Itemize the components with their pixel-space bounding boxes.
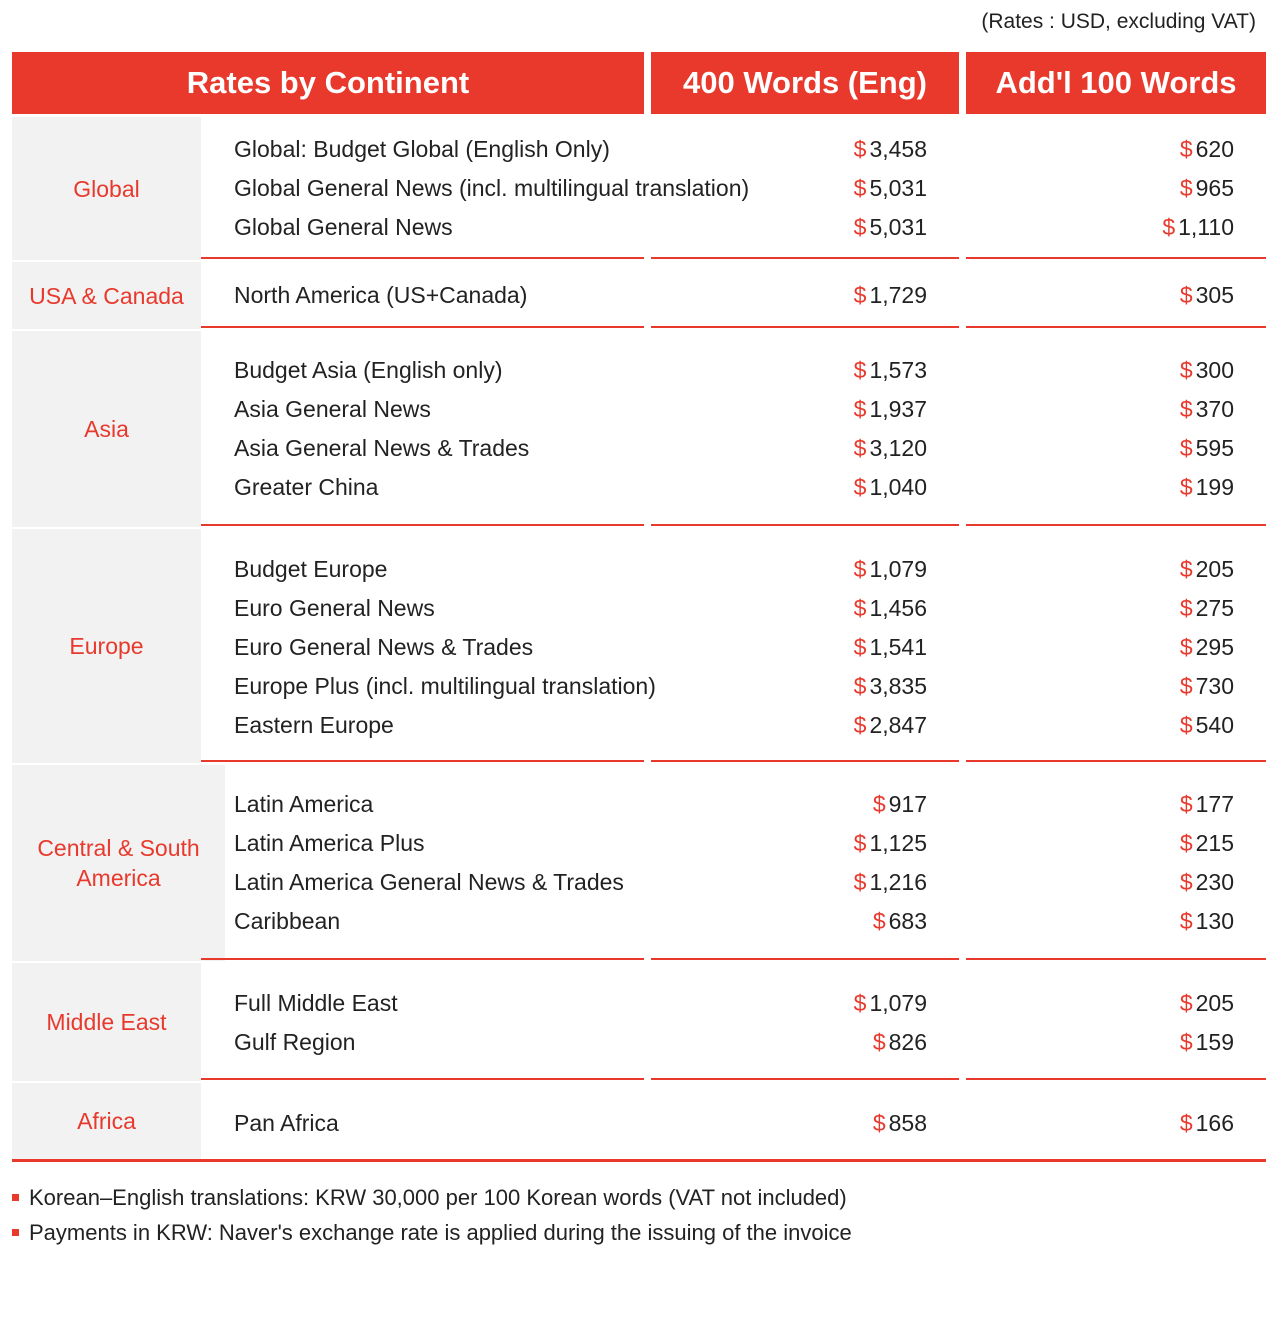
price-additional-100-words xyxy=(1180,468,1234,507)
price-value: 1,541 xyxy=(869,634,927,660)
service-name: Latin America General News & Trades xyxy=(234,869,624,895)
price-value: 215 xyxy=(1195,830,1234,856)
price-value: 1,110 xyxy=(1178,214,1234,240)
group-divider xyxy=(201,524,1266,527)
divider-segment xyxy=(966,1078,1266,1080)
currency-symbol: $ xyxy=(1179,634,1193,660)
service-name: Europe Plus (incl. multilingual translation) xyxy=(234,673,656,699)
service-name: Eastern Europe xyxy=(234,712,394,738)
rate-rows xyxy=(201,351,1266,507)
currency-symbol: $ xyxy=(1162,214,1176,240)
divider-segment xyxy=(966,760,1266,762)
table-row xyxy=(201,984,1266,1023)
price-400-words xyxy=(873,1023,927,1062)
service-name: Latin America xyxy=(234,791,374,817)
header-additional-100-words: Add'l 100 Words xyxy=(966,52,1266,114)
price-value: 5,031 xyxy=(869,214,927,240)
table-row xyxy=(201,550,1266,589)
price-400-words xyxy=(854,429,927,468)
header-continent: Rates by Continent xyxy=(12,52,644,114)
price-400-words xyxy=(854,276,927,315)
price-400-words xyxy=(854,468,927,507)
service-name: Greater China xyxy=(234,474,379,500)
currency-symbol: $ xyxy=(853,474,867,500)
price-400-words xyxy=(854,390,927,429)
price-value: 305 xyxy=(1195,282,1234,308)
price-additional-100-words xyxy=(1180,276,1234,315)
currency-symbol: $ xyxy=(853,634,867,660)
price-value: 965 xyxy=(1195,175,1234,201)
price-value: 1,079 xyxy=(869,990,927,1016)
table-row xyxy=(201,902,1266,941)
price-400-words xyxy=(854,863,927,902)
continent-group xyxy=(12,117,1266,260)
price-400-words xyxy=(854,208,927,247)
footnote-text: Korean–English translations: KRW 30,000 per 100 Korean words (VAT not included) xyxy=(29,1185,847,1210)
price-additional-100-words xyxy=(1180,824,1234,863)
continent-label: Africa xyxy=(12,1083,201,1159)
price-value: 3,835 xyxy=(869,673,927,699)
continent-group xyxy=(12,529,1266,763)
price-value: 295 xyxy=(1195,634,1234,660)
price-400-words xyxy=(854,706,927,745)
table-row xyxy=(201,429,1266,468)
currency-symbol: $ xyxy=(1179,908,1193,934)
service-name: Asia General News & Trades xyxy=(234,435,530,461)
rate-rows xyxy=(201,276,1266,315)
price-value: 177 xyxy=(1195,791,1234,817)
price-additional-100-words xyxy=(1180,667,1234,706)
price-additional-100-words xyxy=(1180,785,1234,824)
price-400-words xyxy=(854,628,927,667)
divider-segment xyxy=(651,760,959,762)
currency-symbol: $ xyxy=(1179,474,1193,500)
price-value: 205 xyxy=(1195,990,1234,1016)
divider-segment xyxy=(201,958,644,960)
divider-segment xyxy=(966,257,1266,259)
service-name: Full Middle East xyxy=(234,990,398,1016)
continent-label: Middle East xyxy=(12,963,201,1081)
continent-label: Central & South America xyxy=(12,765,225,961)
continent-label: USA & Canada xyxy=(12,262,201,329)
footnote xyxy=(12,1180,852,1215)
price-value: 300 xyxy=(1195,357,1234,383)
group-divider xyxy=(201,326,1266,329)
continent-group xyxy=(12,1083,1266,1159)
table-row xyxy=(201,628,1266,667)
group-divider xyxy=(201,958,1266,961)
divider-segment xyxy=(201,1078,644,1080)
currency-symbol: $ xyxy=(1179,1110,1193,1136)
price-value: 199 xyxy=(1195,474,1234,500)
currency-symbol: $ xyxy=(1179,712,1193,738)
price-value: 275 xyxy=(1195,595,1234,621)
price-value: 3,458 xyxy=(869,136,927,162)
divider-segment xyxy=(651,1078,959,1080)
price-value: 1,125 xyxy=(869,830,927,856)
price-value: 540 xyxy=(1195,712,1234,738)
continent-group xyxy=(12,765,1266,961)
header-400-words: 400 Words (Eng) xyxy=(651,52,959,114)
price-value: 730 xyxy=(1195,673,1234,699)
table-bottom-rule xyxy=(12,1159,1266,1162)
table-row xyxy=(201,706,1266,745)
price-400-words xyxy=(854,589,927,628)
table-row xyxy=(201,1023,1266,1062)
divider-segment xyxy=(201,326,644,328)
price-value: 1,216 xyxy=(869,869,927,895)
table-row xyxy=(201,276,1266,315)
price-additional-100-words xyxy=(1180,550,1234,589)
price-value: 826 xyxy=(888,1029,927,1055)
service-name: North America (US+Canada) xyxy=(234,282,528,308)
price-additional-100-words xyxy=(1180,351,1234,390)
currency-symbol: $ xyxy=(1179,357,1193,383)
footnote-text: Payments in KRW: Naver's exchange rate is applied during the issuing of the invoice xyxy=(29,1220,852,1245)
currency-symbol: $ xyxy=(1179,282,1193,308)
price-400-words xyxy=(854,169,927,208)
table-row xyxy=(201,468,1266,507)
price-value: 159 xyxy=(1195,1029,1234,1055)
rate-rows xyxy=(201,130,1266,247)
currency-symbol: $ xyxy=(1179,791,1193,817)
table-header xyxy=(12,52,1266,114)
table-row xyxy=(201,1104,1266,1143)
price-value: 1,456 xyxy=(869,595,927,621)
currency-symbol: $ xyxy=(1179,595,1193,621)
currency-symbol: $ xyxy=(853,673,867,699)
price-400-words xyxy=(854,130,927,169)
price-value: 370 xyxy=(1195,396,1234,422)
price-400-words xyxy=(854,824,927,863)
service-name: Global General News (incl. multilingual translation) xyxy=(234,175,750,201)
service-name: Euro General News xyxy=(234,595,435,621)
currency-symbol: $ xyxy=(853,282,867,308)
price-value: 205 xyxy=(1195,556,1234,582)
currency-symbol: $ xyxy=(1179,830,1193,856)
price-value: 1,729 xyxy=(869,282,927,308)
divider-segment xyxy=(966,326,1266,328)
divider-segment xyxy=(966,524,1266,526)
price-400-words xyxy=(854,984,927,1023)
footnote xyxy=(12,1215,852,1250)
currency-symbol: $ xyxy=(872,908,886,934)
table-row xyxy=(201,351,1266,390)
currency-symbol: $ xyxy=(853,175,867,201)
price-additional-100-words xyxy=(1180,429,1234,468)
currency-symbol: $ xyxy=(853,990,867,1016)
footnotes xyxy=(12,1180,852,1250)
price-additional-100-words xyxy=(1180,863,1234,902)
divider-segment xyxy=(201,760,644,762)
currency-symbol: $ xyxy=(1179,175,1193,201)
table-row xyxy=(201,390,1266,429)
price-additional-100-words xyxy=(1180,1023,1234,1062)
price-additional-100-words xyxy=(1180,169,1234,208)
price-additional-100-words xyxy=(1180,706,1234,745)
currency-symbol: $ xyxy=(1179,136,1193,162)
price-value: 3,120 xyxy=(869,435,927,461)
price-400-words xyxy=(854,667,927,706)
price-value: 166 xyxy=(1195,1110,1234,1136)
price-value: 917 xyxy=(888,791,927,817)
currency-symbol: $ xyxy=(872,791,886,817)
price-value: 1,573 xyxy=(869,357,927,383)
currency-symbol: $ xyxy=(853,396,867,422)
divider-segment xyxy=(201,524,644,526)
price-additional-100-words xyxy=(1162,208,1234,247)
currency-symbol: $ xyxy=(853,435,867,461)
currency-symbol: $ xyxy=(872,1029,886,1055)
price-value: 130 xyxy=(1195,908,1234,934)
table-row xyxy=(201,130,1266,169)
group-divider xyxy=(201,760,1266,763)
price-400-words xyxy=(873,902,927,941)
service-name: Pan Africa xyxy=(234,1110,339,1136)
price-additional-100-words xyxy=(1180,1104,1234,1143)
service-name: Global General News xyxy=(234,214,453,240)
table-row xyxy=(201,589,1266,628)
divider-segment xyxy=(651,524,959,526)
service-name: Gulf Region xyxy=(234,1029,356,1055)
continent-label: Europe xyxy=(12,529,201,763)
continent-group xyxy=(12,262,1266,329)
table-row xyxy=(201,785,1266,824)
price-additional-100-words xyxy=(1180,984,1234,1023)
price-value: 683 xyxy=(888,908,927,934)
price-additional-100-words xyxy=(1180,628,1234,667)
currency-symbol: $ xyxy=(872,1110,886,1136)
service-name: Caribbean xyxy=(234,908,341,934)
price-additional-100-words xyxy=(1180,390,1234,429)
price-additional-100-words xyxy=(1180,902,1234,941)
group-divider xyxy=(201,1078,1266,1081)
group-divider xyxy=(201,257,1266,260)
table-row xyxy=(201,208,1266,247)
continent-label: Global xyxy=(12,117,201,260)
divider-segment xyxy=(651,326,959,328)
currency-symbol: $ xyxy=(1179,435,1193,461)
currency-symbol: $ xyxy=(853,214,867,240)
price-additional-100-words xyxy=(1180,130,1234,169)
currency-symbol: $ xyxy=(853,712,867,738)
divider-segment xyxy=(966,958,1266,960)
table-row xyxy=(201,863,1266,902)
currency-symbol: $ xyxy=(853,556,867,582)
table-row xyxy=(201,824,1266,863)
service-name: Budget Asia (English only) xyxy=(234,357,503,383)
price-additional-100-words xyxy=(1180,589,1234,628)
currency-symbol: $ xyxy=(1179,556,1193,582)
price-value: 2,847 xyxy=(869,712,927,738)
divider-segment xyxy=(651,958,959,960)
continent-group xyxy=(12,963,1266,1081)
continent-label: Asia xyxy=(12,331,201,527)
currency-symbol: $ xyxy=(853,595,867,621)
service-name: Global: Budget Global (English Only) xyxy=(234,136,610,162)
price-value: 1,079 xyxy=(869,556,927,582)
divider-segment xyxy=(201,257,644,259)
rate-rows xyxy=(201,785,1266,941)
service-name: Asia General News xyxy=(234,396,431,422)
price-value: 230 xyxy=(1195,869,1234,895)
rate-rows xyxy=(201,1104,1266,1143)
currency-symbol: $ xyxy=(853,830,867,856)
service-name: Budget Europe xyxy=(234,556,388,582)
price-value: 5,031 xyxy=(869,175,927,201)
currency-symbol: $ xyxy=(853,357,867,383)
currency-symbol: $ xyxy=(853,869,867,895)
price-400-words xyxy=(854,351,927,390)
currency-symbol: $ xyxy=(853,136,867,162)
table-row xyxy=(201,169,1266,208)
table-row xyxy=(201,667,1266,706)
service-name: Latin America Plus xyxy=(234,830,425,856)
price-value: 1,040 xyxy=(869,474,927,500)
price-value: 620 xyxy=(1195,136,1234,162)
rate-rows xyxy=(201,550,1266,745)
price-value: 595 xyxy=(1195,435,1234,461)
currency-note: (Rates : USD, excluding VAT) xyxy=(981,10,1256,33)
currency-symbol: $ xyxy=(1179,869,1193,895)
divider-segment xyxy=(651,257,959,259)
bullet-square-icon xyxy=(12,1194,19,1201)
service-name: Euro General News & Trades xyxy=(234,634,534,660)
price-400-words xyxy=(854,550,927,589)
continent-group xyxy=(12,331,1266,527)
rate-rows xyxy=(201,984,1266,1062)
price-value: 858 xyxy=(888,1110,927,1136)
currency-symbol: $ xyxy=(1179,1029,1193,1055)
price-400-words xyxy=(873,785,927,824)
currency-symbol: $ xyxy=(1179,990,1193,1016)
price-400-words xyxy=(873,1104,927,1143)
currency-symbol: $ xyxy=(1179,673,1193,699)
price-value: 1,937 xyxy=(869,396,927,422)
bullet-square-icon xyxy=(12,1229,19,1236)
currency-symbol: $ xyxy=(1179,396,1193,422)
